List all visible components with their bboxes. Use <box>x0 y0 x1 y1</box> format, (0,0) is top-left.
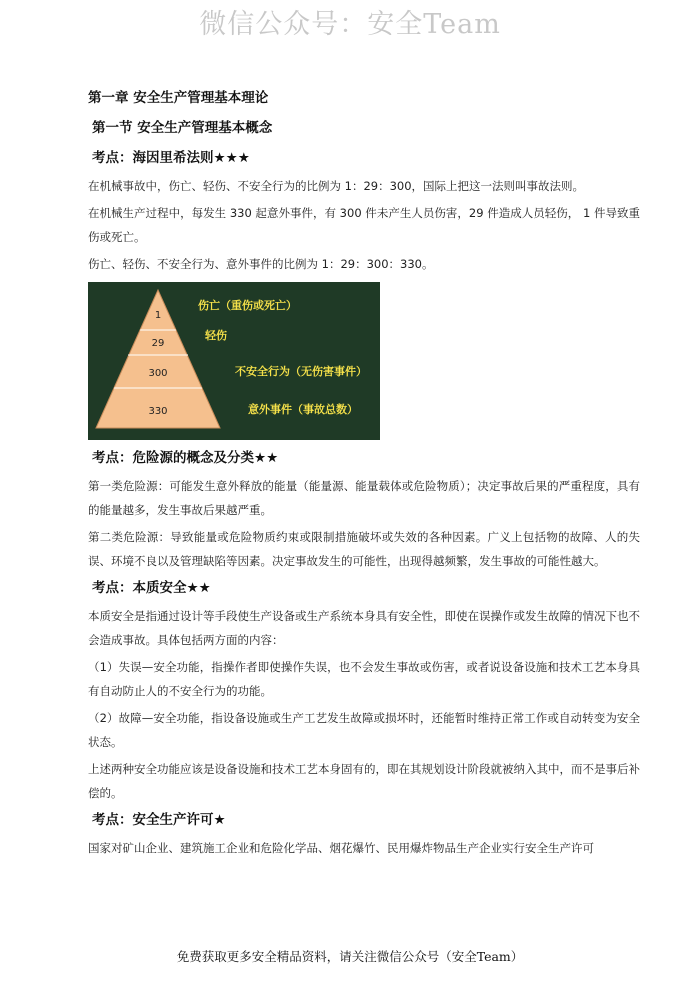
point-heading-license: 考点：安全生产许可★ <box>92 812 226 828</box>
paragraph: （1）失误—安全功能，指操作者即使操作失误，也不会发生事故或伤害，或者说设备设施和技术工艺本身具有自动防止人的不安全行为的功能。 <box>88 660 640 698</box>
paragraph: 伤亡、轻伤、不安全行为、意外事件的比例为 1：29：300：330。 <box>88 257 434 271</box>
paragraph: 第二类危险源：导致能量或危险物质约束或限制措施破坏或失效的各种因素。广义上包括物的故障、人的失误、环境不良以及管理缺陷等因素。决定事故发生的可能性，出现得越频繁，发生事故的可能性越大。 <box>88 530 640 568</box>
pyramid-level-4: 330 <box>148 406 168 417</box>
paragraph: 上述两种安全功能应该是设备设施和技术工艺本身固有的，即在其规划设计阶段就被纳入其中，而不是事后补偿的。 <box>88 762 640 800</box>
pyramid-label-fatality: 伤亡（重伤或死亡） <box>198 299 297 312</box>
paragraph: 在机械生产过程中，每发生 330 起意外事件，有 300 件未产生人员伤害，29 件造成人员轻伤， 1 件导致重伤或死亡。 <box>88 206 640 244</box>
chapter-title: 第一章 安全生产管理基本理论 <box>88 90 269 106</box>
paragraph: 本质安全是指通过设计等手段使生产设备或生产系统本身具有安全性，即使在误操作或发生故障的情况下也不会造成事故。具体包括两方面的内容： <box>88 609 640 647</box>
pyramid-label-minor-injury: 轻伤 <box>205 329 227 342</box>
page-footer: 免费获取更多安全精品资料，请关注微信公众号（安全Team） <box>176 949 524 964</box>
paragraph: 在机械事故中，伤亡、轻伤、不安全行为的比例为 1：29：300，国际上把这一法则叫事故法则。 <box>88 179 585 193</box>
pyramid-level-3: 300 <box>148 368 168 379</box>
point-heading-heinrich: 考点：海因里希法则★★★ <box>92 150 250 166</box>
pyramid-level-1: 1 <box>154 310 162 321</box>
paragraph: （2）故障—安全功能，指设备设施或生产工艺发生故障或损坏时，还能暂时维持正常工作或自动转变为安全状态。 <box>88 711 640 749</box>
paragraph: 国家对矿山企业、建筑施工企业和危险化学品、烟花爆竹、民用爆炸物品生产企业实行安全生产许可 <box>88 841 594 855</box>
paragraph: 第一类危险源：可能发生意外释放的能量（能量源、能量载体或危险物质）；决定事故后果的严重程度，具有的能量越多，发生事故后果越严重。 <box>88 479 640 517</box>
pyramid-level-2: 29 <box>151 338 165 349</box>
section-title: 第一节 安全生产管理基本概念 <box>92 120 273 136</box>
point-heading-inherent-safety: 考点：本质安全★★ <box>92 580 211 596</box>
pyramid-label-incident: 意外事件（事故总数） <box>248 403 358 416</box>
pyramid-label-unsafe-act: 不安全行为（无伤害事件） <box>235 365 367 378</box>
watermark: 微信公众号：安全Team <box>199 9 501 40</box>
document-body <box>88 86 640 863</box>
heinrich-pyramid-figure <box>88 282 380 440</box>
point-heading-hazard: 考点：危险源的概念及分类★★ <box>92 450 279 466</box>
